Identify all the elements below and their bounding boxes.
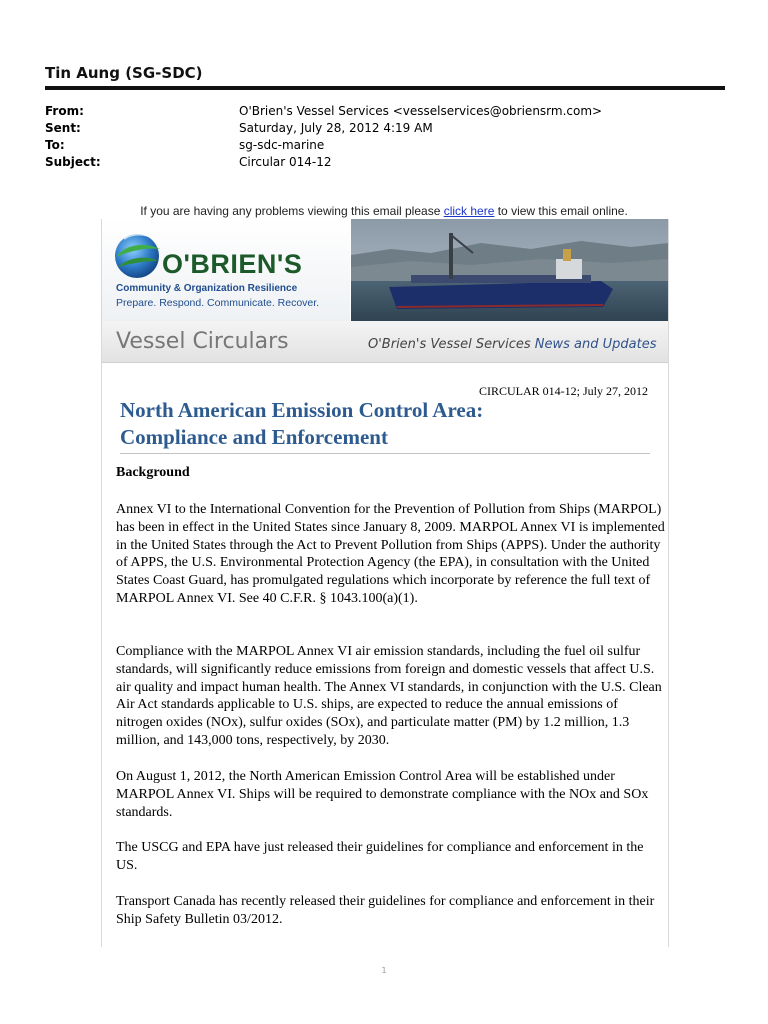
sent-value: Saturday, July 28, 2012 4:19 AM [239,121,433,135]
ship-harbor-photo [351,219,668,321]
sender-name: Tin Aung (SG-SDC) [45,64,203,82]
sent-label: Sent: [45,121,81,135]
banner-tagline [368,337,656,352]
section-title: Vessel Circulars [116,329,289,354]
to-value: sg-sdc-marine [239,138,325,152]
from-value: O'Brien's Vessel Services <vesselservices@obriensrm.com> [239,104,603,118]
title-divider [120,453,650,454]
subject-label: Subject: [45,155,101,169]
globe-logo-icon [110,227,164,281]
paragraph: Annex VI to the International Convention for the Prevention of Pollution from Ships (MARPOL) has been in effect in the United States since January 8, 2009. MARPOL Annex VI is implemented in the United States through the Act to Prevent Pollution from Ships (APPS). Under the authority of APPS, the U.S. Environmental Protection Agency (the EPA), in consultation with the United States Coast Guard, has promulgated regulations which incorporate by reference the full text of MARPOL Annex VI. See 40 C.F.R. § 1043.100(a)(1). [116,502,665,606]
article-title-line-1: North American Emission Control Area: [120,398,484,422]
paragraph: Transport Canada has recently released their guidelines for compliance and enforcement in their Ship Safety Bulletin 03/2012. [116,894,655,927]
page-number: 1 [381,966,387,975]
article-title [120,397,650,451]
brand-name: O'BRIEN'S [162,249,303,279]
paragraph: On August 1, 2012, the North American Emission Control Area will be established under MARPOL Annex VI. Ships will be required to demonstrate compliance with the NOx and SOx standards. [116,769,649,820]
paragraph: Compliance with the MARPOL Annex VI air emission standards, including the fuel oil sulfur standards, will significantly reduce emissions from foreign and domestic vessels that affect U.S. air quality and impact human health. The Annex VI standards, in conjunction with the U.S. Clean Air Act standards applicable to U.S. ships, are expected to reduce the annual emissions of nitrogen oxides (NOx), sulfur oxides (SOx), and particulate matter (PM) by 1.2 million, 1.3 million, and 143,000 tons, respectively, by 2030. [116,644,662,748]
paragraph: The USCG and EPA have just released their guidelines for compliance and enforcement in the US. [116,840,644,873]
from-label: From: [45,104,84,118]
circular-reference: CIRCULAR 014-12; July 27, 2012 [478,384,648,398]
background-heading: Background [116,465,190,480]
email-body [101,219,669,947]
brand-tagline: Community & Organization Resilience [116,283,298,294]
notice-text-before: If you are having any problems viewing this email please [140,204,444,218]
brand-motto: Prepare. Respond. Communicate. Recover. [116,297,320,309]
notice-text-after: to view this email online. [494,204,628,218]
article-title-line-2: Compliance and Enforcement [120,425,388,449]
header-divider [45,86,725,90]
tagline-accent: News and Updates [530,337,657,352]
to-label: To: [45,138,65,152]
newsletter-banner [102,219,668,362]
obriens-logo [102,219,350,321]
banner-title-bar [102,321,668,363]
tagline-main: O'Brien's Vessel Services [368,337,531,352]
subject-value: Circular 014-12 [239,155,332,169]
view-online-link[interactable]: click here [443,204,495,218]
view-online-notice [0,204,768,218]
